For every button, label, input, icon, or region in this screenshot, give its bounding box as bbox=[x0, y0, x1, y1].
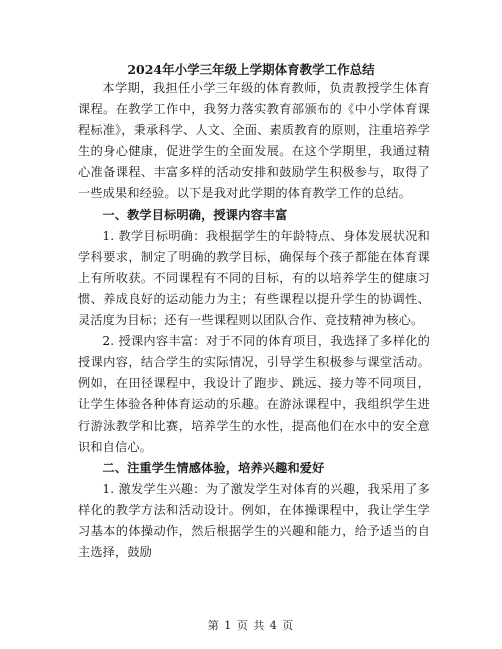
section-1-paragraph-2: 2. 授课内容丰富：对于不同的体育项目，我选择了多样化的授课内容，结合学生的实际情况，引导学生积极参与课堂活动。例如，在田径课程中，我设计了跑步、跳远、接力等不同项目，让学生体验各种体育运动的乐趣。在游泳课程中，我组织学生进行游泳教学和比赛，培养学生的水性，提高他们在水中的安全意识和自信心。 bbox=[78, 334, 430, 454]
section-heading-2: 二、注重学生情感体验，培养兴趣和爱好 bbox=[102, 460, 325, 475]
document-title: 2024年小学三年级上学期体育教学工作总结 bbox=[127, 62, 375, 77]
document-body bbox=[78, 78, 430, 563]
intro-paragraph: 本学期，我担任小学三年级的体育教师，负责教授学生体育课程。在教学工作中，我努力落实教育部颁布的《中小学体育课程标准》，秉承科学、人文、全面、素质教育的原则，注重培养学生的身心健康，促进学生的全面发展。在这个学期里，我通过精心准备课程、丰富多样的活动安排和鼓励学生积极参与，取得了一些成果和经验。以下是我对此学期的体育教学工作的总结。 bbox=[78, 81, 430, 201]
section-2-paragraph-1: 1. 激发学生兴趣：为了激发学生对体育的兴趣，我采用了多样化的教学方法和活动设计。例如，在体操课程中，我让学生学习基本的体操动作，然后根据学生的兴趣和能力，给予适当的自主选择，鼓励 bbox=[78, 481, 430, 560]
page-footer: 第 1 页 共 4 页 bbox=[207, 619, 295, 632]
section-heading-1: 一、教学目标明确，授课内容丰富 bbox=[102, 207, 288, 222]
section-1-paragraph-1: 1. 教学目标明确：我根据学生的年龄特点、身体发展状况和学科要求，制定了明确的教学目标，确保每个孩子都能在体育课上有所收获。不同课程有不同的目标，有的以培养学生的健康习惯、养成良好的运动能力为主；有些课程以提升学生的协调性、灵活度为目标；还有一些课程则以团队合作、竞技精神为核心。 bbox=[78, 228, 430, 328]
